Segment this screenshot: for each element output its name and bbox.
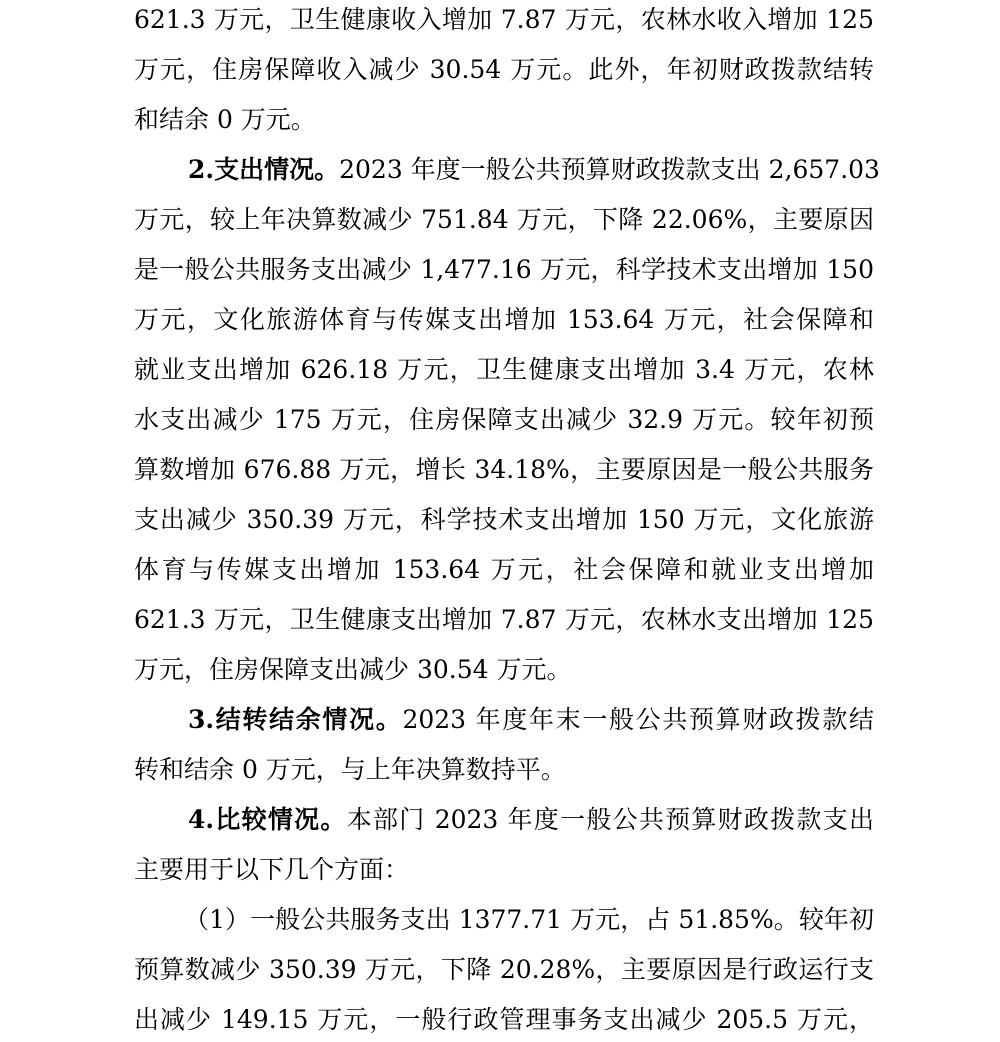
- text-line: 万元，住房保障收入减少 30.54 万元。此外，年初财政拨款结转: [134, 55, 874, 84]
- text-line: 和结余 0 万元。: [134, 105, 316, 134]
- text-line: 万元，文化旅游体育与传媒支出增加 153.64 万元，社会保障和: [134, 305, 874, 334]
- text-line: 算数增加 676.88 万元，增长 34.18%，主要原因是一般公共服务: [134, 455, 874, 484]
- text-line: 是一般公共服务支出减少 1,477.16 万元，科学技术支出增加 150: [134, 255, 874, 284]
- text-line: 体育与传媒支出增加 153.64 万元，社会保障和就业支出增加: [134, 555, 874, 584]
- section-text: 2023 年度年末一般公共预算财政拨款结: [402, 705, 874, 734]
- list-item-line: （1）一般公共服务支出 1377.71 万元，占 51.85%。较年初: [184, 905, 874, 934]
- text-line: 支出减少 350.39 万元，科学技术支出增加 150 万元，文化旅游: [134, 505, 874, 534]
- text-line: 出减少 149.15 万元，一般行政管理事务支出减少 205.5 万元，: [134, 1005, 874, 1034]
- section-text: 本部门 2023 年度一般公共预算财政拨款支出: [346, 805, 874, 834]
- text-line: 转和结余 0 万元，与上年决算数持平。: [134, 755, 566, 784]
- text-line: 就业支出增加 626.18 万元，卫生健康支出增加 3.4 万元，农林: [134, 355, 874, 384]
- text-line: 万元，住房保障支出减少 30.54 万元。: [134, 655, 572, 684]
- section-heading: 2.支出情况。: [188, 155, 340, 184]
- text-line: 621.3 万元，卫生健康支出增加 7.87 万元，农林水支出增加 125: [134, 605, 874, 634]
- section-heading: 4.比较情况。: [188, 805, 347, 834]
- section-text: 2023 年度一般公共预算财政拨款支出 2,657.03: [339, 155, 880, 184]
- text-line: 主要用于以下几个方面：: [134, 855, 410, 884]
- text-line: 621.3 万元，卫生健康收入增加 7.87 万元，农林水收入增加 125: [134, 5, 874, 34]
- section-heading: 3.结转结余情况。: [188, 705, 403, 734]
- text-line: 水支出减少 175 万元，住房保障支出减少 32.9 万元。较年初预: [134, 405, 874, 434]
- text-line: 万元，较上年决算数减少 751.84 万元，下降 22.06%，主要原因: [134, 205, 874, 234]
- text-line: 预算数减少 350.39 万元，下降 20.28%，主要原因是行政运行支: [134, 955, 874, 984]
- section-heading-line: [188, 150, 880, 190]
- section-heading-line: [188, 700, 874, 740]
- section-heading-line: [188, 800, 874, 840]
